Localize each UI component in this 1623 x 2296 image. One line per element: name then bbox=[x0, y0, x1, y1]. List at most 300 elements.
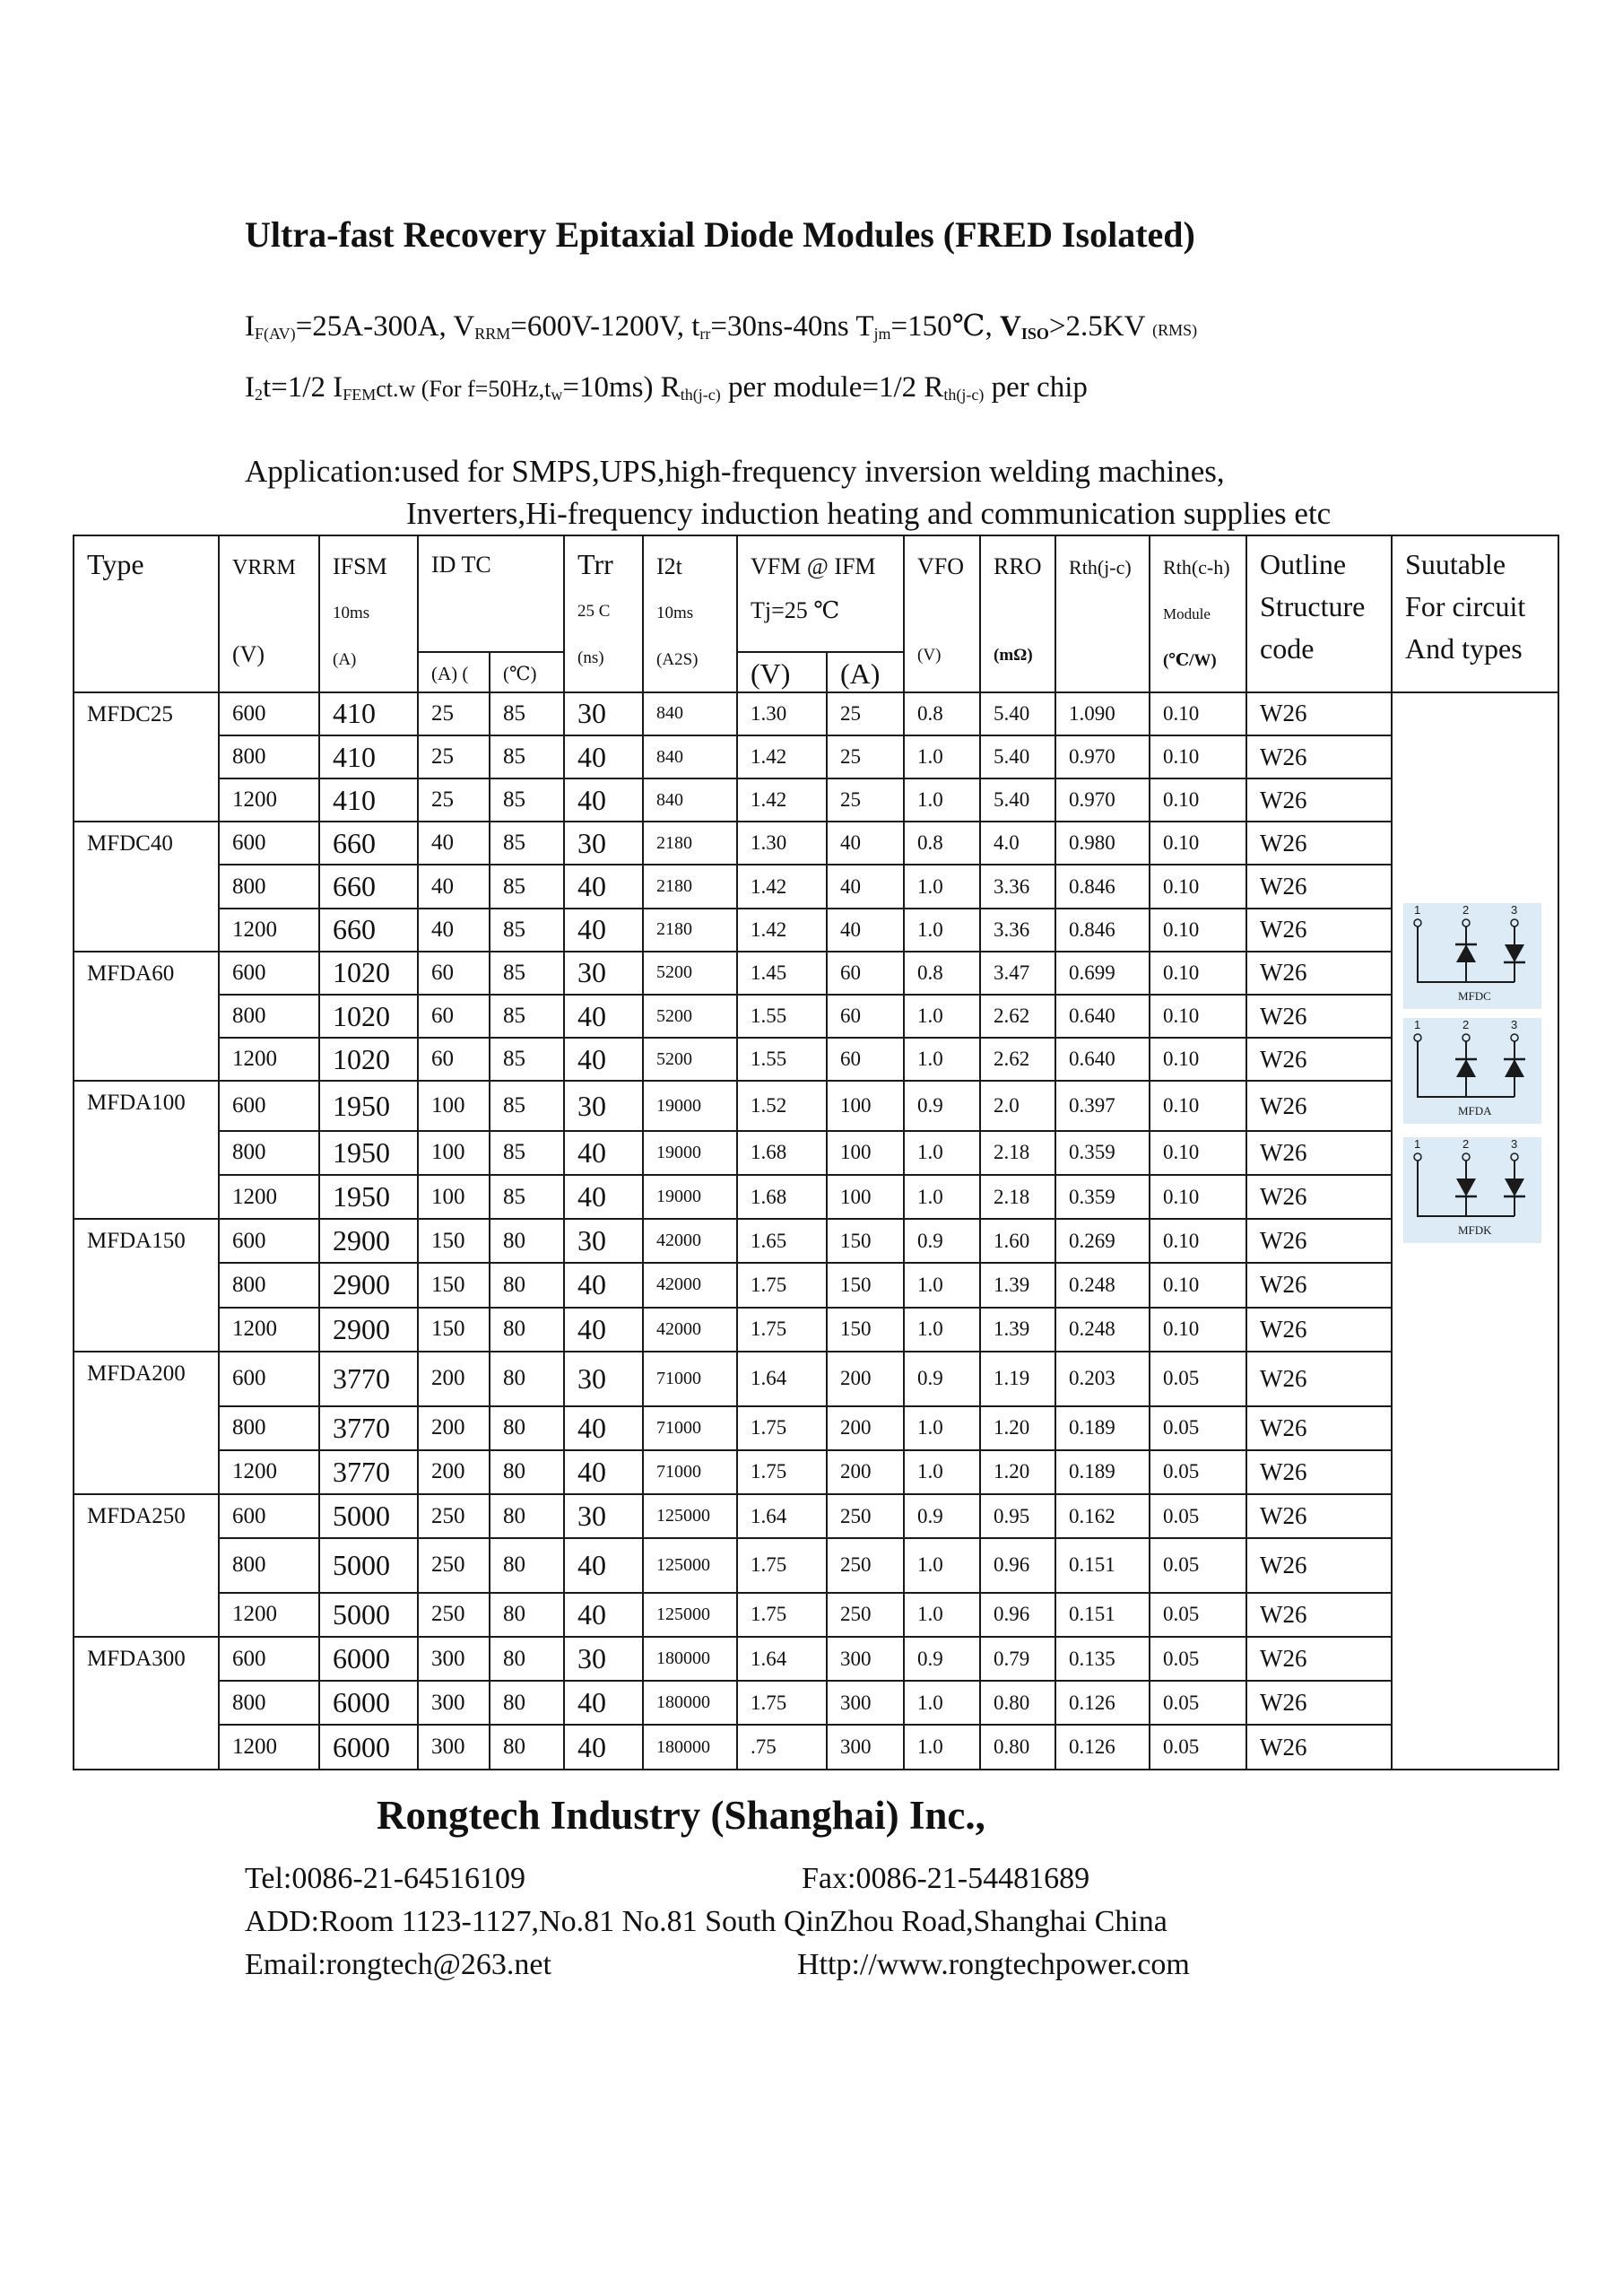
ifsm-unit: (A) bbox=[333, 650, 357, 669]
vfo-cell: 0.8 bbox=[904, 822, 980, 865]
ifsm-cell: 1020 bbox=[319, 1038, 418, 1081]
ifsm-cell: 6000 bbox=[319, 1681, 418, 1725]
ifm-cell: 300 bbox=[827, 1637, 904, 1681]
pin-label-3: 3 bbox=[1511, 1136, 1518, 1151]
id-cell: 250 bbox=[418, 1494, 490, 1538]
rthch-cell: 0.10 bbox=[1150, 1175, 1246, 1219]
outline-cell: W26 bbox=[1246, 1175, 1392, 1219]
website-link[interactable]: Http://www.rongtechpower.com bbox=[797, 1948, 1190, 1981]
rth-subscript-1: th(j-c) bbox=[680, 386, 721, 404]
vrrm-cell: 600 bbox=[219, 1494, 319, 1538]
i2t-cell: 5200 bbox=[643, 1038, 737, 1081]
trr-cell: 30 bbox=[564, 952, 643, 995]
outline-cell: W26 bbox=[1246, 909, 1392, 952]
trr-condition: 25 C bbox=[577, 602, 611, 621]
id-unit: (A) ( bbox=[418, 652, 490, 692]
diagram-label: MFDC bbox=[1458, 988, 1491, 1003]
vrrm-cell: 1200 bbox=[219, 1593, 319, 1637]
type-cell: MFDA200 bbox=[74, 1352, 219, 1494]
vfm-cell: 1.64 bbox=[737, 1494, 827, 1538]
ifsm-cell: 1950 bbox=[319, 1175, 418, 1219]
trr-cell: 40 bbox=[564, 1308, 643, 1352]
pin-label-1: 1 bbox=[1414, 902, 1421, 917]
i2t-subscript: 2 bbox=[255, 386, 263, 404]
ifsm-cell: 5000 bbox=[319, 1494, 418, 1538]
outline-cell: W26 bbox=[1246, 1538, 1392, 1593]
ifm-cell: 300 bbox=[827, 1681, 904, 1725]
vrrm-cell: 600 bbox=[219, 822, 319, 865]
rro-label: RRO bbox=[994, 553, 1042, 579]
rthjc-cell: 0.970 bbox=[1055, 735, 1150, 778]
id-cell: 200 bbox=[418, 1406, 490, 1450]
vfm-cell: 1.75 bbox=[737, 1538, 827, 1593]
rro-cell: 1.20 bbox=[980, 1450, 1055, 1494]
id-cell: 200 bbox=[418, 1450, 490, 1494]
rthjc-cell: 0.126 bbox=[1055, 1725, 1150, 1770]
tc-cell: 85 bbox=[490, 1175, 564, 1219]
ifm-cell: 40 bbox=[827, 909, 904, 952]
vfo-cell: 0.9 bbox=[904, 1081, 980, 1131]
vfm-cell: 1.75 bbox=[737, 1308, 827, 1352]
outline-cell: W26 bbox=[1246, 1081, 1392, 1131]
vrrm-cell: 600 bbox=[219, 1352, 319, 1406]
rms-note: (RMS) bbox=[1152, 321, 1198, 339]
pin-terminal-2 bbox=[1462, 1034, 1470, 1041]
tc-cell: 85 bbox=[490, 952, 564, 995]
ifsm-cell: 410 bbox=[319, 778, 418, 822]
vfm-cell: 1.30 bbox=[737, 822, 827, 865]
circuit-label-1: Suutable bbox=[1405, 548, 1506, 580]
id-cell: 25 bbox=[418, 778, 490, 822]
pin-label-2: 2 bbox=[1462, 1136, 1470, 1151]
vfm-cell: 1.30 bbox=[737, 692, 827, 735]
ifm-cell: 150 bbox=[827, 1308, 904, 1352]
rro-cell: 2.62 bbox=[980, 995, 1055, 1038]
vrrm-cell: 800 bbox=[219, 995, 319, 1038]
id-cell: 300 bbox=[418, 1725, 490, 1770]
table-row bbox=[74, 1308, 1558, 1352]
vfm-cell: 1.75 bbox=[737, 1681, 827, 1725]
ifm-cell: 25 bbox=[827, 692, 904, 735]
tc-cell: 85 bbox=[490, 1131, 564, 1175]
id-cell: 25 bbox=[418, 735, 490, 778]
diode-symbol bbox=[1505, 1178, 1524, 1196]
rro-cell: 5.40 bbox=[980, 778, 1055, 822]
vfo-cell: 1.0 bbox=[904, 909, 980, 952]
rro-cell: 4.0 bbox=[980, 822, 1055, 865]
trr-cell: 30 bbox=[564, 822, 643, 865]
outline-cell: W26 bbox=[1246, 692, 1392, 735]
trr-cell: 30 bbox=[564, 1081, 643, 1131]
outline-cell: W26 bbox=[1246, 1038, 1392, 1081]
vfm-condition: Tj=25 ℃ bbox=[751, 597, 840, 623]
rthch-cell: 0.10 bbox=[1150, 1081, 1246, 1131]
rro-cell: 5.40 bbox=[980, 735, 1055, 778]
i2t-condition: 10ms bbox=[656, 604, 694, 622]
i2t-formula: t=1/2 I bbox=[263, 371, 343, 404]
trr-unit: (ns) bbox=[577, 648, 604, 667]
application-line-2: Inverters,Hi-frequency induction heating and communication supplies etc bbox=[406, 496, 1332, 531]
rthch-cell: 0.05 bbox=[1150, 1593, 1246, 1637]
rthjc-cell: 0.397 bbox=[1055, 1081, 1150, 1131]
vfm-cell: .75 bbox=[737, 1725, 827, 1770]
vfo-cell: 1.0 bbox=[904, 995, 980, 1038]
i2t-cell: 42000 bbox=[643, 1308, 737, 1352]
outline-cell: W26 bbox=[1246, 1725, 1392, 1770]
outline-cell: W26 bbox=[1246, 1637, 1392, 1681]
rthch-cell: 0.10 bbox=[1150, 952, 1246, 995]
vrrm-cell: 1200 bbox=[219, 1450, 319, 1494]
vfo-cell: 0.8 bbox=[904, 692, 980, 735]
table-row bbox=[74, 1593, 1558, 1637]
outline-cell: W26 bbox=[1246, 1681, 1392, 1725]
tc-cell: 85 bbox=[490, 865, 564, 908]
tc-cell: 80 bbox=[490, 1263, 564, 1307]
id-cell: 100 bbox=[418, 1081, 490, 1131]
vfo-cell: 1.0 bbox=[904, 1538, 980, 1593]
rthjc-cell: 0.248 bbox=[1055, 1308, 1150, 1352]
rthjc-cell: 0.699 bbox=[1055, 952, 1150, 995]
table-row bbox=[74, 1219, 1558, 1263]
vrrm-cell: 1200 bbox=[219, 1038, 319, 1081]
outline-cell: W26 bbox=[1246, 778, 1392, 822]
ifm-cell: 25 bbox=[827, 735, 904, 778]
rro-header bbox=[980, 535, 1055, 692]
ifsm-cell: 3770 bbox=[319, 1450, 418, 1494]
ifsm-cell: 3770 bbox=[319, 1352, 418, 1406]
i2t-cell: 19000 bbox=[643, 1175, 737, 1219]
vfo-cell: 1.0 bbox=[904, 1725, 980, 1770]
type-cell: MFDA100 bbox=[74, 1081, 219, 1219]
i2t-cell: 2180 bbox=[643, 822, 737, 865]
table-row bbox=[74, 1681, 1558, 1725]
trr-cell: 40 bbox=[564, 1131, 643, 1175]
tjm-subscript: jm bbox=[873, 325, 891, 343]
i2t-cell: 180000 bbox=[643, 1725, 737, 1770]
trr-cell: 40 bbox=[564, 778, 643, 822]
table-row bbox=[74, 1494, 1558, 1538]
company-name: Rongtech Industry (Shanghai) Inc., bbox=[377, 1793, 985, 1838]
ifsm-cell: 3770 bbox=[319, 1406, 418, 1450]
rthch-cell: 0.10 bbox=[1150, 1131, 1246, 1175]
id-cell: 150 bbox=[418, 1219, 490, 1263]
ifm-cell: 200 bbox=[827, 1352, 904, 1406]
trr-cell: 30 bbox=[564, 692, 643, 735]
rro-cell: 3.36 bbox=[980, 909, 1055, 952]
vfo-unit: (V) bbox=[917, 646, 942, 665]
if-range: =25A-300A, V bbox=[295, 310, 475, 343]
vrrm-range: =600V-1200V, t bbox=[510, 310, 700, 343]
viso-value: >2.5KV bbox=[1048, 310, 1153, 343]
ifm-cell: 100 bbox=[827, 1081, 904, 1131]
rthjc-cell: 0.189 bbox=[1055, 1406, 1150, 1450]
id-cell: 150 bbox=[418, 1263, 490, 1307]
ifm-cell: 60 bbox=[827, 995, 904, 1038]
header-row bbox=[74, 535, 1558, 652]
vrrm-cell: 800 bbox=[219, 1681, 319, 1725]
vrrm-cell: 600 bbox=[219, 1081, 319, 1131]
spec-table bbox=[73, 535, 1559, 1770]
vfo-cell: 1.0 bbox=[904, 735, 980, 778]
rro-cell: 1.39 bbox=[980, 1263, 1055, 1307]
email-address[interactable]: Email:rongtech@263.net bbox=[245, 1948, 551, 1981]
rth-end: per chip bbox=[984, 371, 1088, 404]
trr-cell: 40 bbox=[564, 735, 643, 778]
table-row bbox=[74, 1725, 1558, 1770]
rthjc-cell: 0.162 bbox=[1055, 1494, 1150, 1538]
trr-cell: 30 bbox=[564, 1637, 643, 1681]
vfm-label: VFM @ IFM bbox=[751, 553, 876, 579]
rthch-cell: 0.05 bbox=[1150, 1352, 1246, 1406]
ifsm-cell: 660 bbox=[319, 909, 418, 952]
trr-header bbox=[564, 535, 643, 692]
circuit-diagram-mfdk bbox=[1403, 1137, 1541, 1243]
fax-number: Fax:0086-21-54481689 bbox=[802, 1862, 1090, 1895]
table-row bbox=[74, 1406, 1558, 1450]
vfm-cell: 1.52 bbox=[737, 1081, 827, 1131]
id-cell: 150 bbox=[418, 1308, 490, 1352]
rth-formula: per module=1/2 R bbox=[720, 371, 944, 404]
rthjc-cell: 0.151 bbox=[1055, 1538, 1150, 1593]
outline-cell: W26 bbox=[1246, 1131, 1392, 1175]
id-cell: 40 bbox=[418, 822, 490, 865]
i2t-cell: 5200 bbox=[643, 995, 737, 1038]
vfo-cell: 0.9 bbox=[904, 1637, 980, 1681]
tc-cell: 85 bbox=[490, 692, 564, 735]
pin-label-3: 3 bbox=[1511, 902, 1518, 917]
outline-cell: W26 bbox=[1246, 822, 1392, 865]
vfo-cell: 1.0 bbox=[904, 1263, 980, 1307]
id-tc-header: ID TC bbox=[418, 535, 564, 652]
vfm-cell: 1.75 bbox=[737, 1263, 827, 1307]
trr-label: Trr bbox=[577, 548, 613, 580]
rthjc-cell: 0.640 bbox=[1055, 1038, 1150, 1081]
trr-cell: 40 bbox=[564, 909, 643, 952]
rro-cell: 0.80 bbox=[980, 1681, 1055, 1725]
type-cell: MFDA300 bbox=[74, 1637, 219, 1770]
rthch-cell: 0.05 bbox=[1150, 1725, 1246, 1770]
tc-cell: 80 bbox=[490, 1593, 564, 1637]
rthjc-cell: 0.846 bbox=[1055, 909, 1150, 952]
i2t-cell: 42000 bbox=[643, 1219, 737, 1263]
table-row bbox=[74, 1263, 1558, 1307]
address: ADD:Room 1123-1127,No.81 No.81 South QinZhou Road,Shanghai China bbox=[245, 1905, 1167, 1938]
tc-cell: 80 bbox=[490, 1725, 564, 1770]
ifem-condition: ct.w (For f=50Hz,t bbox=[376, 376, 551, 402]
i2t-cell: 5200 bbox=[643, 952, 737, 995]
if-subscript: F(AV) bbox=[255, 325, 296, 343]
ifm-cell: 200 bbox=[827, 1406, 904, 1450]
rthch-label: Rth(c-h) bbox=[1163, 556, 1230, 578]
rthjc-cell: 0.151 bbox=[1055, 1593, 1150, 1637]
table-row bbox=[74, 822, 1558, 865]
outline-header bbox=[1246, 535, 1392, 692]
rthjc-header bbox=[1055, 535, 1150, 692]
ifsm-cell: 1020 bbox=[319, 952, 418, 995]
rthch-unit: (℃/W) bbox=[1163, 651, 1217, 670]
vfo-cell: 1.0 bbox=[904, 778, 980, 822]
vrrm-unit: (V) bbox=[232, 641, 265, 667]
outline-cell: W26 bbox=[1246, 865, 1392, 908]
ifm-cell: 250 bbox=[827, 1538, 904, 1593]
diode-symbol bbox=[1505, 944, 1524, 962]
table-row bbox=[74, 778, 1558, 822]
table-row bbox=[74, 1081, 1558, 1131]
vrrm-cell: 600 bbox=[219, 952, 319, 995]
vfo-cell: 1.0 bbox=[904, 1593, 980, 1637]
trr-cell: 40 bbox=[564, 995, 643, 1038]
tw-subscript: w bbox=[551, 386, 563, 404]
vfo-cell: 1.0 bbox=[904, 865, 980, 908]
table-row bbox=[74, 735, 1558, 778]
type-cell: MFDA150 bbox=[74, 1219, 219, 1352]
rro-cell: 2.18 bbox=[980, 1175, 1055, 1219]
circuit-label-2: For circuit bbox=[1405, 590, 1526, 622]
thermal-line bbox=[245, 371, 1088, 404]
ifm-cell: 100 bbox=[827, 1175, 904, 1219]
tc-cell: 85 bbox=[490, 778, 564, 822]
vfm-cell: 1.42 bbox=[737, 735, 827, 778]
vrrm-label: VRRM bbox=[232, 556, 296, 579]
vfo-cell: 0.8 bbox=[904, 952, 980, 995]
tc-cell: 80 bbox=[490, 1494, 564, 1538]
i2t-cell: 19000 bbox=[643, 1081, 737, 1131]
trr-cell: 40 bbox=[564, 1263, 643, 1307]
table-row bbox=[74, 1352, 1558, 1406]
rthjc-cell: 0.189 bbox=[1055, 1450, 1150, 1494]
i2t-header bbox=[643, 535, 737, 692]
tc-cell: 80 bbox=[490, 1538, 564, 1593]
vfm-cell: 1.64 bbox=[737, 1352, 827, 1406]
rthjc-cell: 0.269 bbox=[1055, 1219, 1150, 1263]
ifsm-cell: 6000 bbox=[319, 1637, 418, 1681]
vfo-cell: 1.0 bbox=[904, 1175, 980, 1219]
trr-cell: 40 bbox=[564, 1038, 643, 1081]
vrrm-cell: 800 bbox=[219, 735, 319, 778]
diode-symbol bbox=[1505, 1059, 1524, 1077]
diode-symbol bbox=[1456, 944, 1476, 962]
i2t-cell: 125000 bbox=[643, 1538, 737, 1593]
ifsm-cell: 410 bbox=[319, 735, 418, 778]
vfm-cell: 1.65 bbox=[737, 1219, 827, 1263]
pin-label-1: 1 bbox=[1414, 1136, 1421, 1151]
rro-cell: 1.60 bbox=[980, 1219, 1055, 1263]
vfo-cell: 0.9 bbox=[904, 1494, 980, 1538]
vfm-cell: 1.42 bbox=[737, 865, 827, 908]
viso-subscript: ISO bbox=[1020, 325, 1049, 343]
pin-terminal-2 bbox=[1462, 1153, 1470, 1161]
vfm-cell: 1.42 bbox=[737, 778, 827, 822]
tc-cell: 80 bbox=[490, 1352, 564, 1406]
table-row bbox=[74, 1038, 1558, 1081]
rthjc-cell: 0.359 bbox=[1055, 1175, 1150, 1219]
phone-number: Tel:0086-21-64516109 bbox=[245, 1862, 526, 1895]
trr-cell: 40 bbox=[564, 1593, 643, 1637]
rthjc-cell: 0.846 bbox=[1055, 865, 1150, 908]
id-cell: 300 bbox=[418, 1637, 490, 1681]
vfo-cell: 1.0 bbox=[904, 1406, 980, 1450]
table-row bbox=[74, 909, 1558, 952]
type-cell: MFDA250 bbox=[74, 1494, 219, 1637]
pin-terminal-1 bbox=[1414, 919, 1421, 926]
application-line-1: Application:used for SMPS,UPS,high-frequency inversion welding machines, bbox=[245, 454, 1225, 489]
table-row bbox=[74, 1637, 1558, 1681]
id-cell: 40 bbox=[418, 865, 490, 908]
type-cell: MFDC25 bbox=[74, 692, 219, 822]
vfo-header bbox=[904, 535, 980, 692]
rthjc-cell: 0.359 bbox=[1055, 1131, 1150, 1175]
vfm-cell: 1.68 bbox=[737, 1175, 827, 1219]
trr-cell: 40 bbox=[564, 1406, 643, 1450]
ifsm-cell: 6000 bbox=[319, 1725, 418, 1770]
outline-cell: W26 bbox=[1246, 1263, 1392, 1307]
pin-terminal-1 bbox=[1414, 1034, 1421, 1041]
id-cell: 60 bbox=[418, 1038, 490, 1081]
trr-cell: 40 bbox=[564, 1538, 643, 1593]
ifm-cell: 300 bbox=[827, 1725, 904, 1770]
rthjc-cell: 0.640 bbox=[1055, 995, 1150, 1038]
ifm-cell: 25 bbox=[827, 778, 904, 822]
vfo-cell: 1.0 bbox=[904, 1038, 980, 1081]
circuit-column bbox=[1392, 692, 1558, 1770]
i2t-symbol: I bbox=[245, 371, 255, 404]
vfm-cell: 1.68 bbox=[737, 1131, 827, 1175]
rro-cell: 2.0 bbox=[980, 1081, 1055, 1131]
rthch-cell: 0.05 bbox=[1150, 1406, 1246, 1450]
rthch-cell: 0.05 bbox=[1150, 1681, 1246, 1725]
rthjc-cell: 0.135 bbox=[1055, 1637, 1150, 1681]
rthch-cell: 0.05 bbox=[1150, 1494, 1246, 1538]
vfo-cell: 0.9 bbox=[904, 1352, 980, 1406]
table-row bbox=[74, 995, 1558, 1038]
outline-cell: W26 bbox=[1246, 1308, 1392, 1352]
rthjc-cell: 0.248 bbox=[1055, 1263, 1150, 1307]
circuit-svg-mfdk bbox=[1403, 1137, 1541, 1243]
tc-cell: 85 bbox=[490, 995, 564, 1038]
type-header: Type bbox=[74, 535, 219, 692]
outline-cell: W26 bbox=[1246, 1593, 1392, 1637]
i2t-cell: 71000 bbox=[643, 1406, 737, 1450]
tw-condition: =10ms) R bbox=[562, 371, 681, 404]
rro-cell: 0.95 bbox=[980, 1494, 1055, 1538]
i2t-cell: 840 bbox=[643, 735, 737, 778]
tjm-value: =150℃, bbox=[890, 310, 1001, 343]
rro-cell: 0.96 bbox=[980, 1538, 1055, 1593]
trr-cell: 40 bbox=[564, 1175, 643, 1219]
pin-terminal-3 bbox=[1511, 1153, 1518, 1161]
outline-label-1: Outline bbox=[1260, 548, 1347, 580]
pin-terminal-3 bbox=[1511, 919, 1518, 926]
table-row bbox=[74, 865, 1558, 908]
i2t-cell: 2180 bbox=[643, 865, 737, 908]
rro-cell: 2.18 bbox=[980, 1131, 1055, 1175]
outline-cell: W26 bbox=[1246, 735, 1392, 778]
ifsm-cell: 660 bbox=[319, 865, 418, 908]
vfm-header bbox=[737, 535, 904, 652]
vrrm-subscript: RRM bbox=[474, 325, 511, 343]
id-cell: 200 bbox=[418, 1352, 490, 1406]
tc-cell: 80 bbox=[490, 1219, 564, 1263]
rthjc-cell: 0.970 bbox=[1055, 778, 1150, 822]
page-title: Ultra-fast Recovery Epitaxial Diode Modules (FRED Isolated) bbox=[245, 214, 1195, 255]
tc-cell: 85 bbox=[490, 909, 564, 952]
pin-label-1: 1 bbox=[1414, 1017, 1421, 1031]
rro-cell: 1.39 bbox=[980, 1308, 1055, 1352]
rthch-cell: 0.10 bbox=[1150, 692, 1246, 735]
tc-cell: 80 bbox=[490, 1406, 564, 1450]
id-cell: 300 bbox=[418, 1681, 490, 1725]
ifsm-cell: 410 bbox=[319, 692, 418, 735]
